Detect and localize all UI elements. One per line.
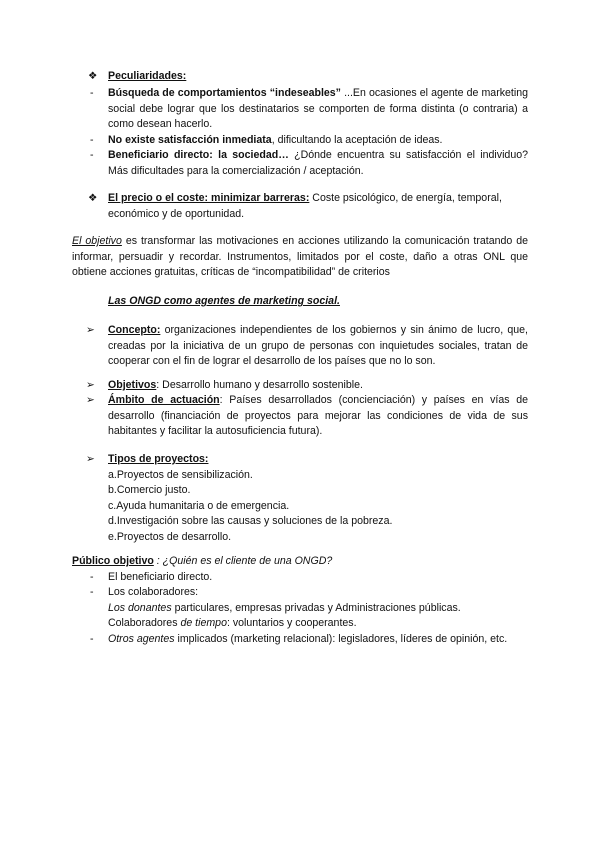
sub-item: Colaboradores de tiempo: voluntarios y cooperantes.	[108, 617, 357, 629]
list-item: - Beneficiario directo: la sociedad… ¿Dónde encuentra su satisfacción el individuo? Más dificultades para la comercialización / aceptación.	[90, 149, 528, 177]
objetivo-paragraph: El objetivo es transformar las motivaciones en acciones utilizando la comunicación tratando de informar, persuadir y recordar. Instrumentos, limitados por el coste, daño a otras ONL que obtiene acciones gratuitas, críticas de “incompatibilidad” de criterios	[72, 235, 528, 278]
tipos-section: ➢ Tipos de proyectos: a.Proyectos de sensibilización. b.Comercio justo. c.Ayuda humanitaria o de emergencia. d.Investigación sobre las causas y soluciones de la pobreza. e.Proyectos de desarrollo.	[0, 452, 600, 545]
precio-heading: El precio o el coste: minimizar barreras:	[108, 192, 310, 204]
dash-bullet: -	[90, 632, 94, 645]
peculiaridades-heading: Peculiaridades:	[108, 70, 187, 82]
diamond-bullet-icon: ❖	[88, 70, 98, 82]
list-item: b.Comercio justo.	[108, 484, 191, 496]
arrow-bullet-icon: ➢	[86, 453, 95, 465]
concepto-section: ➢ Concepto: organizaciones independientes de los gobiernos y sin ánimo de lucro, que, creadas por la iniciativa de un grupo de personas con inquietudes sociales, tratan de cooperar con el fin de lograr el desarrollo de los países que no lo son.	[86, 324, 528, 367]
list-item: - Los colaboradores:	[108, 585, 528, 601]
ambito-section: ➢ Ámbito de actuación: Países desarrollados (concienciación) y países en vías de desarrollo (financiación de proyectos para mejorar las condiciones de vida de sus habitantes y facilitar la autosuficiencia futura).	[86, 394, 528, 437]
dash-bullet: -	[90, 570, 94, 583]
ongd-heading: Las ONGD como agentes de marketing social.	[108, 295, 340, 307]
list-item: - No existe satisfacción inmediata, dificultando la aceptación de ideas.	[108, 133, 528, 149]
list-item: - Búsqueda de comportamientos “indeseables” ...En ocasiones el agente de marketing social debe lograr que los destinatarios se comporten de forma distinta (o contraria) a como desean hacerlo.	[90, 87, 528, 130]
dash-bullet: -	[90, 87, 94, 99]
dash-bullet: -	[90, 586, 94, 598]
list-item: - Otros agentes implicados (marketing relacional): legisladores, líderes de opinión, etc.	[108, 632, 528, 648]
list-item: d.Investigación sobre las causas y soluciones de la pobreza.	[108, 515, 393, 527]
objetivos-section: ➢ Objetivos: Desarrollo humano y desarrollo sostenible.	[0, 378, 600, 394]
diamond-bullet-icon: ❖	[88, 192, 98, 204]
ongd-heading-block	[0, 294, 600, 310]
dash-bullet: -	[90, 133, 94, 146]
sub-item: Los donantes particulares, empresas privadas y Administraciones públicas.	[108, 601, 461, 614]
list-item: - El beneficiario directo.	[108, 570, 528, 586]
peculiaridades-section	[0, 69, 600, 85]
arrow-bullet-icon: ➢	[86, 394, 95, 406]
peculiaridades-list	[0, 86, 600, 179]
list-item: a.Proyectos de sensibilización.	[108, 468, 253, 481]
list-item: c.Ayuda humanitaria o de emergencia.	[108, 499, 290, 512]
precio-section: ❖ El precio o el coste: minimizar barreras: Coste psicológico, de energía, temporal, económico y de oportunidad.	[88, 192, 502, 220]
arrow-bullet-icon: ➢	[86, 324, 95, 336]
dash-bullet: -	[90, 149, 94, 161]
publico-section: Público objetivo : ¿Quién es el cliente de una ONGD? - El beneficiario directo. - Los colaboradores: Los donantes particulares, empresas privadas y Administraciones públicas. Colaboradores de tiempo: voluntarios y cooperantes. - Otros agentes implicados (marketing relacional): legisladores, líderes de opinión, etc.	[0, 554, 600, 647]
list-item: e.Proyectos de desarrollo.	[108, 530, 232, 543]
arrow-bullet-icon: ➢	[86, 379, 95, 391]
